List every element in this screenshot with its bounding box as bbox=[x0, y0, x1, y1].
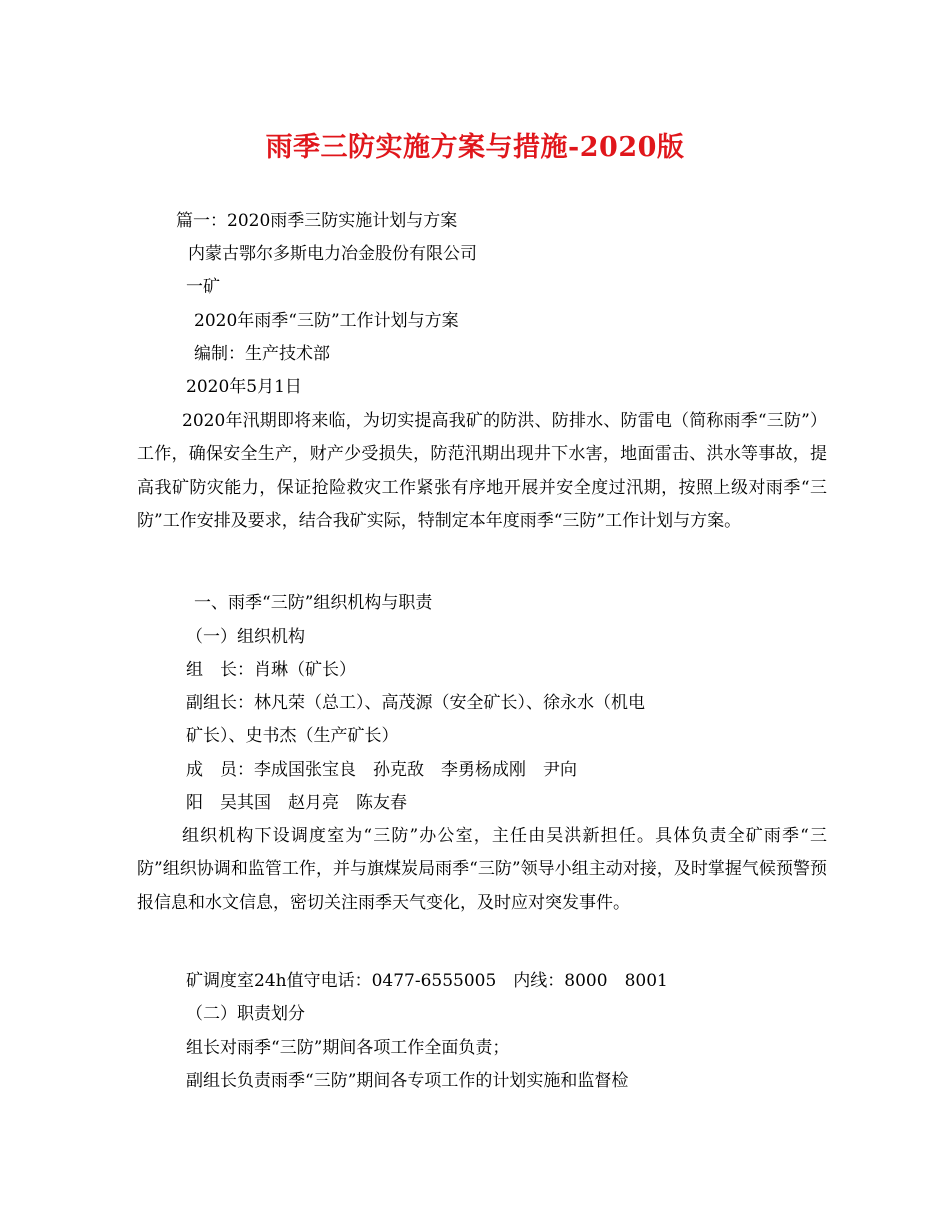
members: 成 员：李成国张宝良 孙克敌 李勇杨成刚 尹向 bbox=[186, 760, 577, 780]
deputy-duty: 副组长负责雨季“三防”期间各专项工作的计划实施和监督检 bbox=[186, 1071, 629, 1091]
members-cont: 阳 吴其国 赵月亮 陈友春 bbox=[186, 793, 407, 813]
mine-name: 一矿 bbox=[186, 277, 220, 297]
deputy-leaders-cont: 矿长）、史书杰（生产矿长） bbox=[186, 726, 399, 746]
deputy-leaders: 副组长：林凡荣（总工）、高茂源（安全矿长）、徐永水（机电 bbox=[186, 693, 645, 713]
intro-paragraph: 2020年汛期即将来临，为切实提高我矿的防洪、防排水、防雷电（简称雨季“三防”）工作，确保安全生产，财产少受损失，防范汛期出现井下水害，地面雷击、洪水等事故，提高我矿防灾能力，保证抢险救灾工作紧张有序地开展并安全度过汛期，按照上级对雨季“三防”工作安排及要求，结合我矿实际，特制定本年度雨季“三防”工作计划与方案。 bbox=[137, 411, 827, 531]
office-paragraph: 组织机构下设调度室为“三防”办公室，主任由吴洪新担任。具体负责全矿雨季“三防”组织协调和监管工作，并与旗煤炭局雨季“三防”领导小组主动对接，及时掌握气候预警预报信息和水文信息，密切关注雨季天气变化，及时应对突发事件。 bbox=[137, 826, 827, 913]
duty-phone: 矿调度室24h值守电话：0477-6555005 内线：8000 8001 bbox=[186, 971, 668, 991]
plan-title: 2020年雨季“三防”工作计划与方案 bbox=[194, 311, 459, 331]
company-name: 内蒙古鄂尔多斯电力冶金股份有限公司 bbox=[188, 244, 477, 264]
document-title: 雨季三防实施方案与措施-2020版 bbox=[265, 132, 685, 163]
subsection-organization: （一）组织机构 bbox=[186, 627, 305, 647]
compiled-by: 编制：生产技术部 bbox=[194, 344, 330, 364]
section-one-heading: 一、雨季“三防”组织机构与职责 bbox=[194, 593, 433, 613]
section-heading: 篇一：2020雨季三防实施计划与方案 bbox=[176, 211, 458, 231]
subsection-duties: （二）职责划分 bbox=[186, 1004, 305, 1024]
date: 2020年5月1日 bbox=[186, 377, 302, 397]
group-leader: 组 长：肖琳（矿长） bbox=[186, 660, 356, 680]
leader-duty: 组长对雨季“三防”期间各项工作全面负责； bbox=[186, 1038, 510, 1058]
